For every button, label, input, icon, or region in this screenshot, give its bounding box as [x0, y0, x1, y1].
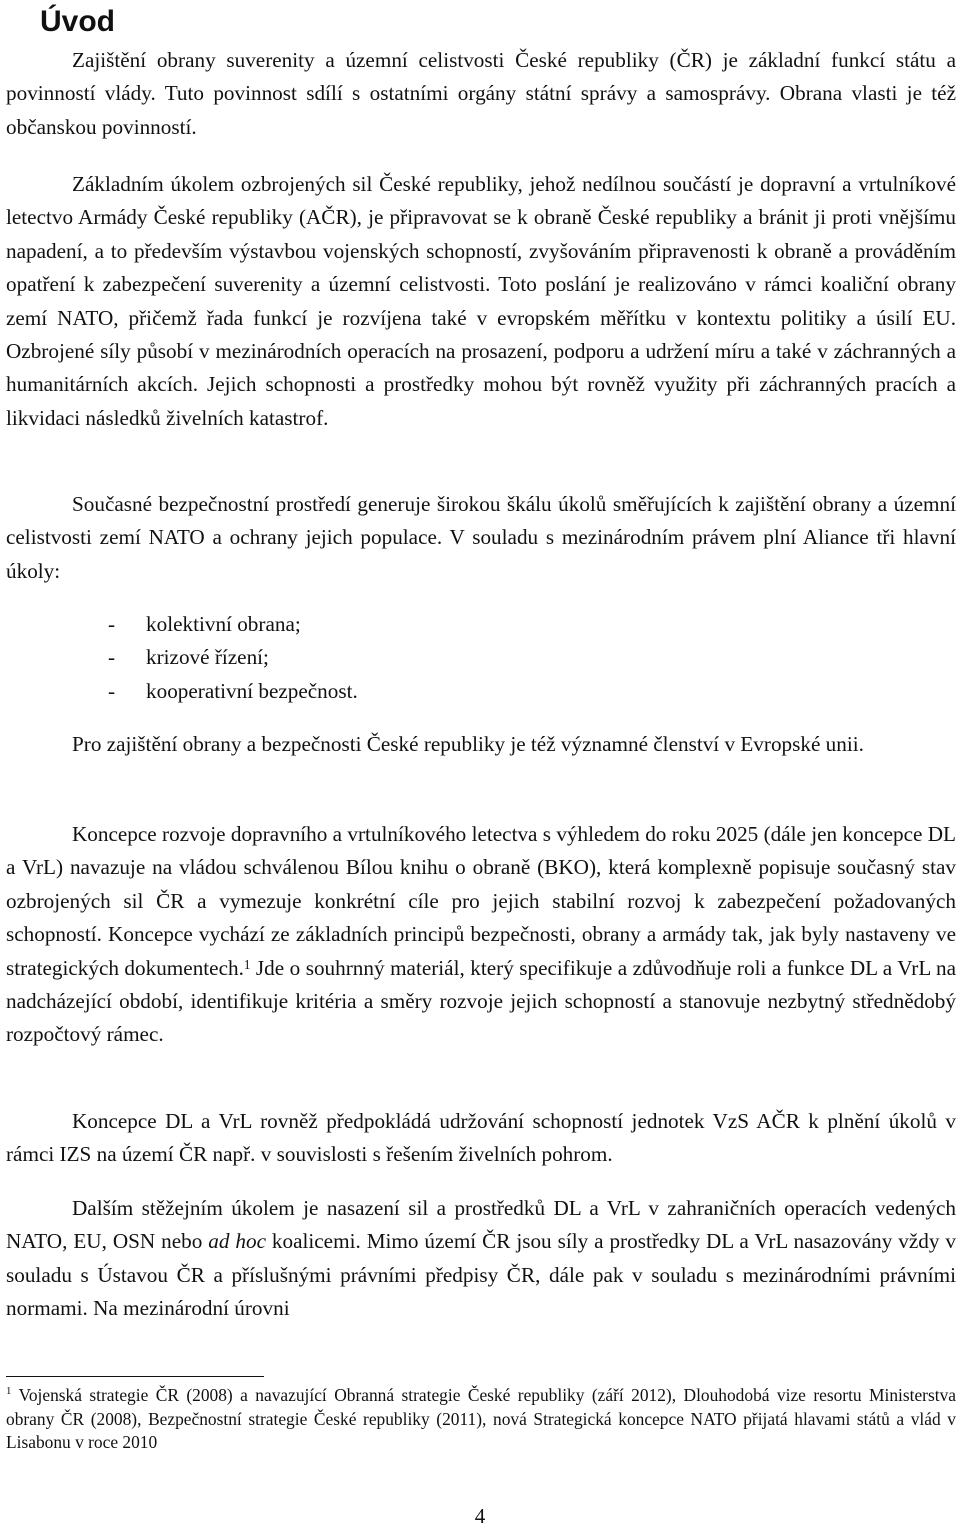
paragraph-concept-continuation: Jde o souhrnný materiál, který specifikuje a zdůvodňuje roli a funkce DL a VrL na nadcházející období, identifikuje kritéria a směry rozvoje jejich schopností a stanovuje nezbytný střednědobý rozpočtový rámec.: [6, 955, 956, 1047]
paragraph-concept: [6, 818, 956, 1052]
paragraph-foreign-operations-continuation: koalicemi. Mimo území ČR jsou síly a prostředky DL a VrL nasazovány vždy v souladu s Ústavou ČR a příslušnými právními předpisy ČR, dále pak v souladu s mezinárodními právními normami. Na mezinárodní úrovni: [6, 1229, 956, 1321]
alliance-tasks-list: [108, 608, 358, 708]
list-dash: -: [108, 678, 116, 703]
list-dash: -: [108, 612, 116, 636]
list-dash: -: [108, 645, 116, 670]
section-heading: Úvod: [40, 5, 115, 38]
paragraph-security-environment: Současné bezpečnostní prostředí generuje širokou škálu úkolů směřujících k zajištění obrany a územní celistvosti zemí NATO a ochrany jejich populace. V souladu s mezinárodním právem plní Aliance tři hlavní úkoly:: [6, 492, 956, 583]
list-item-text: kolektivní obrana;: [146, 612, 301, 636]
paragraph-concept-text: Koncepce rozvoje dopravního a vrtulníkového letectva s výhledem do roku 2025 (dále jen koncepce DL a VrL) navazuje na vládou schválenou Bílou knihu o obraně (BKO), která komplexně popisuje současný stav ozbrojených sil ČR a vymezuje konkrétní cíle pro jejich stabilní rozvoj k zabezpečení požadovaných schopností. Koncepce vychází ze základních principů bezpečnosti, obrany a armády tak, jak byly nastaveny ve strategických dokumentech.: [6, 822, 956, 980]
footnote-reference[interactable]: 1: [243, 956, 251, 972]
paragraph-eu-membership: Pro zajištění obrany a bezpečnosti České republiky je též významné členství v Evropské unii.: [72, 732, 864, 756]
page-number: 4: [474, 1504, 486, 1528]
footnote-separator: [6, 1376, 264, 1377]
footnote-text: Vojenská strategie ČR (2008) a navazující Obranná strategie České republiky (září 2012), Dlouhodobá vize resortu Ministerstva obrany ČR (2008), Bezpečnostní strategie České republiky (2011), nová Strategická koncepce NATO přijatá hlavami států a vlád v Lisabonu v roce 2010: [6, 1385, 956, 1453]
list-item: [108, 641, 358, 674]
paragraph-armed-forces-task: Základním úkolem ozbrojených sil České republiky, jehož nedílnou součástí je dopravní a vrtulníkové letectvo Armády České republiky (AČR), je připravovat se k obraně České republiky a bránit ji proti vnějšímu napadení, a to především výstavbou vojenských schopností, zvyšováním připravenosti k obraně a prováděním opatření k zabezpečení suverenity a územní celistvosti. Toto poslání je realizováno v rámci koaliční obrany zemí NATO, přičemž řada funkcí je rozvíjena také v evropském měřítku v kontextu politiky a úsilí EU. Ozbrojené síly působí v mezinárodních operacích na prosazení, podporu a udržení míru a také v záchranných a humanitárních akcích. Jejich schopnosti a prostředky mohou být rovněž využity při záchranných pracích a likvidaci následků živelních katastrof.: [6, 172, 956, 430]
paragraph-foreign-operations: [6, 1192, 956, 1326]
italic-term: ad hoc: [208, 1229, 266, 1254]
list-item-text: kooperativní bezpečnost.: [146, 678, 358, 703]
footnote-number: 1: [6, 1385, 12, 1397]
paragraph-izs: Koncepce DL a VrL rovněž předpokládá udržování schopností jednotek VzS AČR k plnění úkolů v rámci IZS na území ČR např. v souvislosti s řešením živelních pohrom.: [6, 1109, 956, 1167]
list-item: [108, 675, 358, 708]
paragraph-foreign-operations-text: Dalším stěžejním úkolem je nasazení sil a prostředků DL a VrL v zahraničních operacích vedených NATO, EU, OSN nebo: [6, 1196, 956, 1254]
list-item: [108, 608, 358, 641]
footnote: [6, 1384, 956, 1455]
intro-paragraph: Zajištění obrany suverenity a územní celistvosti České republiky (ČR) je základní funkcí státu a povinností vlády. Tuto povinnost sdílí s ostatními orgány státní správy a samosprávy. Obrana vlasti je též občanskou povinností.: [6, 48, 956, 139]
list-item-text: krizové řízení;: [146, 645, 269, 670]
